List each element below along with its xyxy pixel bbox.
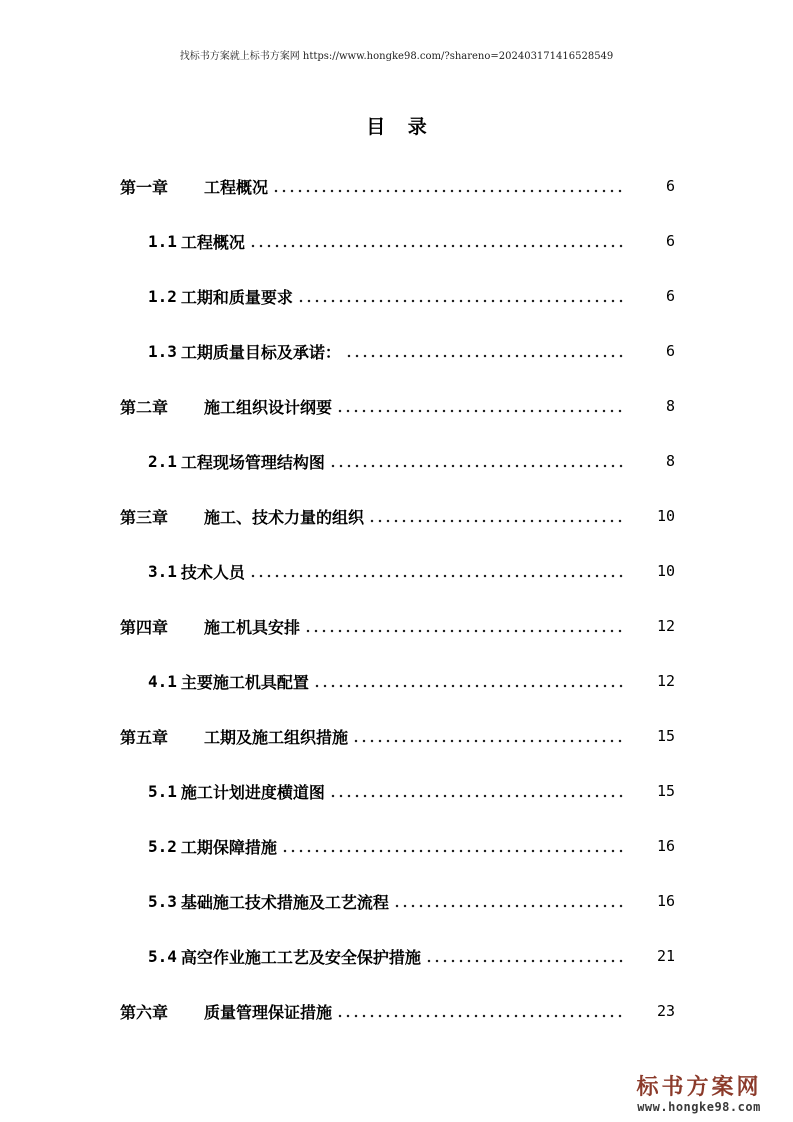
dot-leader: [272, 178, 625, 194]
toc-entry-title: 施工计划进度横道图: [180, 782, 325, 802]
toc-page-number: 6: [665, 232, 675, 250]
toc-entry-number: 3.1: [148, 561, 177, 581]
toc-section-entry[interactable]: [0, 226, 793, 256]
toc-page-number: 15: [656, 782, 675, 800]
toc-page-number: 23: [656, 1002, 675, 1020]
toc-page-number: 10: [656, 507, 675, 525]
dot-leader: [336, 1003, 625, 1019]
toc-page-number: 12: [656, 672, 675, 690]
toc-entry-label: [148, 670, 309, 693]
toc-page-number: 16: [656, 837, 675, 855]
toc-entry-number: 第六章: [120, 1002, 169, 1022]
toc-entry-title: 工程现场管理结构图: [180, 452, 325, 472]
dot-leader: [304, 618, 625, 634]
toc-entry-title: 施工机具安排: [204, 617, 301, 637]
toc-entry-title: 技术人员: [180, 562, 245, 582]
toc-entry-number: 2.1: [148, 451, 177, 471]
toc-page-number: 15: [656, 727, 675, 745]
dot-leader: [368, 508, 625, 524]
toc-entry-title: 质量管理保证措施: [204, 1002, 333, 1022]
toc-entry-title: 工期及施工组织措施: [204, 727, 349, 747]
toc-entry-label: [120, 725, 348, 748]
toc-section-entry[interactable]: [0, 666, 793, 696]
toc-entry-label: [120, 615, 300, 638]
toc-section-entry[interactable]: [0, 941, 793, 971]
toc-entry-label: [148, 945, 421, 968]
toc-entry-label: [148, 560, 245, 583]
dot-leader: [329, 783, 625, 799]
toc-entry-title: 主要施工机具配置: [180, 672, 309, 692]
toc-entry-number: 第五章: [120, 727, 169, 747]
toc-title: 目 录: [366, 116, 435, 138]
toc-chapter-entry[interactable]: [0, 721, 793, 751]
toc-page-number: 6: [665, 342, 675, 360]
watermark-logo: [619, 1076, 779, 1114]
toc-entry-number: 1.2: [148, 286, 177, 306]
toc-page-number: 8: [665, 452, 675, 470]
toc-entry-label: [148, 890, 389, 913]
dot-leader: [281, 838, 625, 854]
dot-leader: [352, 728, 625, 744]
toc-entry-number: 1.1: [148, 231, 177, 251]
toc-entry-number: 5.2: [148, 836, 177, 856]
toc-section-entry[interactable]: [0, 556, 793, 586]
toc-entry-title: 施工组织设计纲要: [204, 397, 333, 417]
toc-chapter-entry[interactable]: [0, 611, 793, 641]
toc-entry-label: [120, 395, 332, 418]
watermark-title: 标书方案网: [636, 1074, 762, 1100]
toc-section-entry[interactable]: [0, 336, 793, 366]
toc-chapter-entry[interactable]: [0, 996, 793, 1026]
dot-leader: [425, 948, 625, 964]
toc-section-entry[interactable]: [0, 831, 793, 861]
toc-entry-title: 高空作业施工工艺及安全保护措施: [180, 947, 421, 967]
toc-entry-number: 第二章: [120, 397, 169, 417]
dot-leader: [393, 893, 625, 909]
watermark-url: www.hongke98.com: [637, 1100, 761, 1114]
toc-section-entry[interactable]: [0, 776, 793, 806]
toc-page-number: 10: [656, 562, 675, 580]
dot-leader: [249, 233, 625, 249]
toc-chapter-entry[interactable]: [0, 391, 793, 421]
dot-leader: [249, 563, 625, 579]
toc-page-number: 6: [665, 177, 675, 195]
toc-entry-number: 第四章: [120, 617, 169, 637]
toc-entry-number: 第一章: [120, 177, 169, 197]
toc-page-number: 16: [656, 892, 675, 910]
toc-entry-label: [148, 340, 341, 363]
dot-leader: [313, 673, 625, 689]
dot-leader: [297, 288, 625, 304]
dot-leader: [336, 398, 625, 414]
toc-entry-label: [148, 835, 277, 858]
toc-page-number: 6: [665, 287, 675, 305]
toc-page-number: 21: [656, 947, 675, 965]
toc-entry-label: [148, 230, 245, 253]
toc-section-entry[interactable]: [0, 281, 793, 311]
toc-entry-title: 工期质量目标及承诺：: [180, 342, 341, 362]
toc-entry-number: 5.1: [148, 781, 177, 801]
toc-entry-title: 基础施工技术措施及工艺流程: [180, 892, 389, 912]
toc-entry-title: 工程概况: [180, 232, 245, 252]
toc-entry-label: [120, 1000, 332, 1023]
toc-entry-label: [148, 450, 325, 473]
header-source-note: 找标书方案就上标书方案网 https://www.hongke98.com/?shareno=20240317141652854​9: [179, 51, 614, 62]
toc-entry-title: 工程概况: [204, 177, 269, 197]
dot-leader: [329, 453, 625, 469]
toc-entry-label: [148, 285, 293, 308]
toc-section-entry[interactable]: [0, 886, 793, 916]
toc-entry-number: 5.4: [148, 946, 177, 966]
dot-leader: [345, 343, 625, 359]
toc-section-entry[interactable]: [0, 446, 793, 476]
toc-entry-label: [148, 780, 325, 803]
toc-chapter-entry[interactable]: [0, 501, 793, 531]
toc-entry-number: 4.1: [148, 671, 177, 691]
toc-entry-number: 5.3: [148, 891, 177, 911]
toc-page-number: 12: [656, 617, 675, 635]
toc-entry-number: 1.3: [148, 341, 177, 361]
toc-entry-label: [120, 505, 364, 528]
toc-entry-title: 工期和质量要求: [180, 287, 293, 307]
toc-entry-number: 第三章: [120, 507, 169, 527]
toc-entry-title: 工期保障措施: [180, 837, 277, 857]
toc-entry-label: [120, 175, 268, 198]
toc-chapter-entry[interactable]: [0, 171, 793, 201]
toc-page-number: 8: [665, 397, 675, 415]
toc-entry-title: 施工、技术力量的组织: [204, 507, 365, 527]
